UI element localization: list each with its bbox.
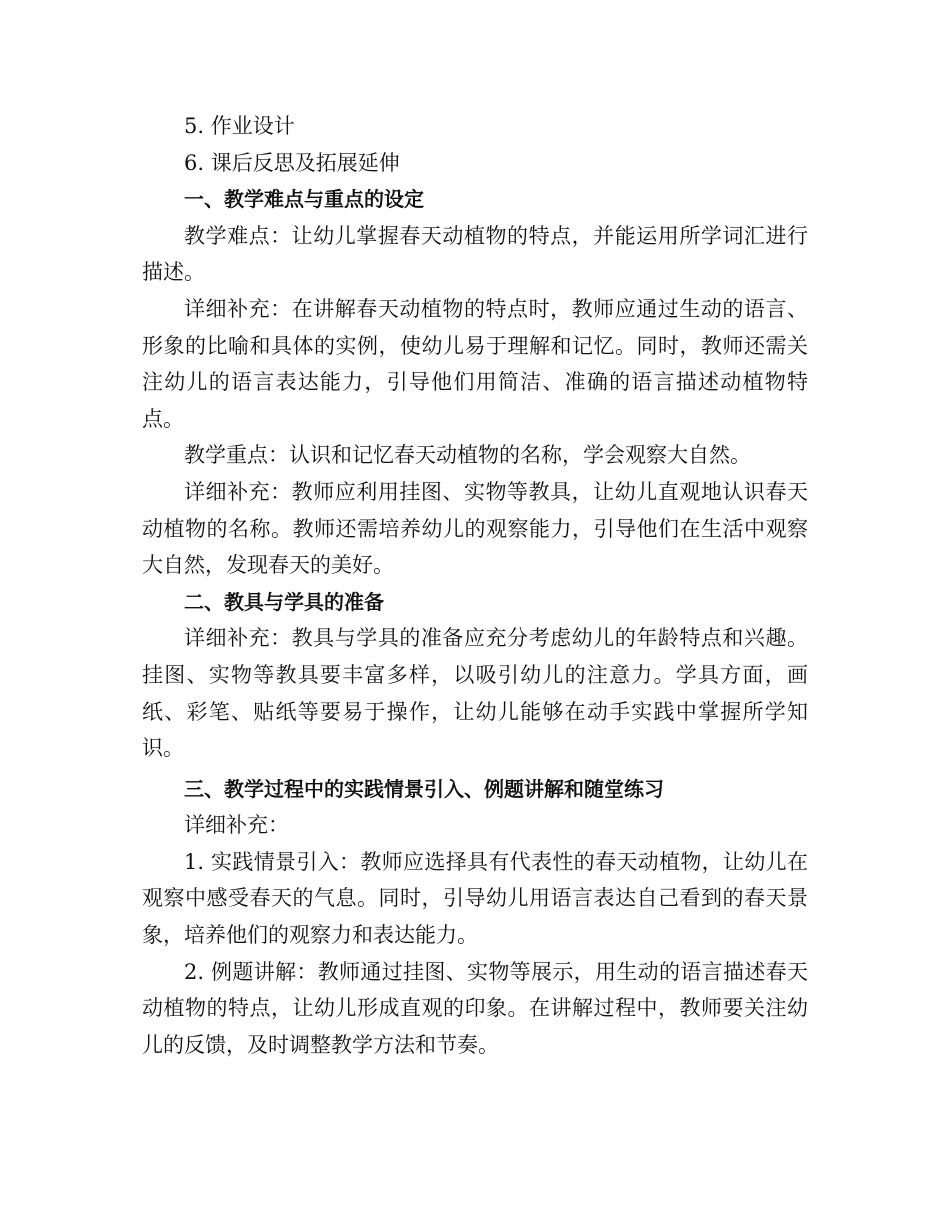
paragraph-materials-detail: 详细补充：教具与学具的准备应充分考虑幼儿的年龄特点和兴趣。挂图、实物等教具要丰富多样，以吸引幼儿的注意力。学具方面，画纸、彩笔、贴纸等要易于操作，让幼儿能够在动手实践中掌握所学知识。 <box>142 626 808 761</box>
paragraph-teaching-focus: 教学重点：认识和记忆春天动植物的名称，学会观察大自然。 <box>184 443 751 468</box>
paragraph-example-explanation: 2. 例题讲解：教师通过挂图、实物等展示，用生动的语言描述春天动植物的特点，让幼儿形成直观的印象。在讲解过程中，教师要关注幼儿的反馈，及时调整教学方法和节奏。 <box>142 959 808 1057</box>
paragraph-scenario-intro: 1. 实践情景引入：教师应选择具有代表性的春天动植物，让幼儿在观察中感受春天的气息。同时，引导幼儿用语言表达自己看到的春天景象，培养他们的观察力和表达能力。 <box>142 849 808 948</box>
paragraph-teaching-difficulty: 教学难点：让幼儿掌握春天动植物的特点，并能运用所学词汇进行描述。 <box>142 223 808 285</box>
list-item-homework-design: 5. 作业设计 <box>184 114 295 138</box>
section-heading-materials: 二、教具与学具的准备 <box>184 589 384 614</box>
paragraph-focus-detail: 详细补充：教师应利用挂图、实物等教具，让幼儿直观地认识春天动植物的名称。教师还需培养幼儿的观察能力，引导他们在生活中观察大自然，发现春天的美好。 <box>142 479 808 578</box>
paragraph-difficulty-detail: 详细补充：在讲解春天动植物的特点时，教师应通过生动的语言、形象的比喻和具体的实例，使幼儿易于理解和记忆。同时，教师还需关注幼儿的语言表达能力，引导他们用简洁、准确的语言描述动植物特点。 <box>142 296 808 431</box>
list-item-reflection: 6. 课后反思及拓展延伸 <box>184 150 400 175</box>
section-heading-teaching-process: 三、教学过程中的实践情景引入、例题讲解和随堂练习 <box>184 776 664 801</box>
paragraph-process-detail-label: 详细补充： <box>184 813 289 838</box>
section-heading-difficulties: 一、教学难点与重点的设定 <box>184 187 424 212</box>
document-body <box>142 108 808 1063</box>
